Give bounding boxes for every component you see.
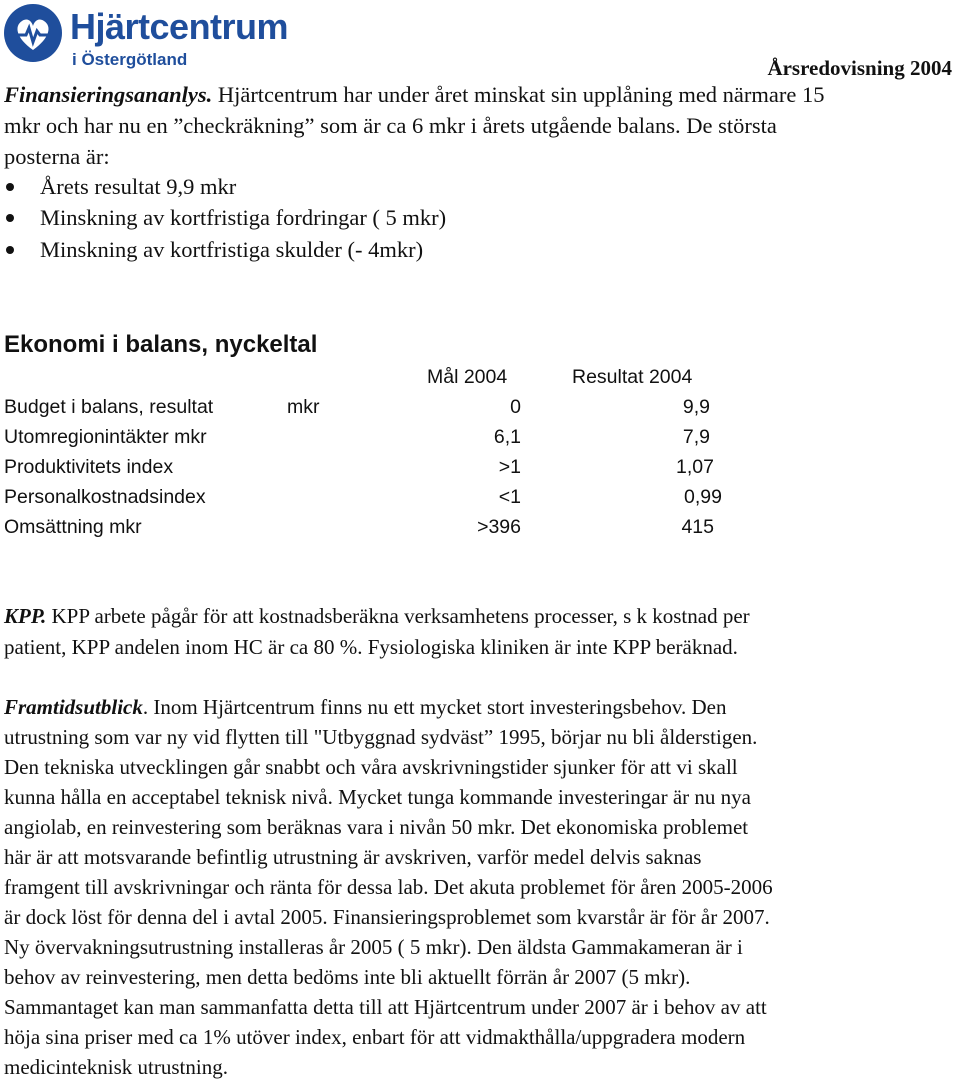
kpp-line-1: KPP arbete pågår för att kostnadsberäkna verksamhetens processer, s k kostnad per: [51, 604, 750, 628]
outlook-line-9: Ny övervakningsutrustning installeras år 2005 ( 5 mkr). Den äldsta Gammakameran är i: [4, 935, 743, 959]
outlook-line-6: här är att motsvarande befintlig utrustning är avskriven, varför medel delvis saknas: [4, 845, 702, 869]
outlook-paragraph-line-1: Framtidsutblick. Inom Hjärtcentrum finns nu ett mycket stort investeringsbehov. Den: [4, 695, 727, 719]
financing-line-3: posterna är:: [4, 144, 110, 169]
outlook-line-5: angiolab, en reinvestering som beräknas vara i nivån 50 mkr. Det ekonomiska problemet: [4, 815, 749, 839]
logo-name: Hjärtcentrum: [70, 6, 289, 47]
bullet-icon: [6, 214, 14, 222]
row-target-personnel: <1: [498, 486, 521, 508]
outlook-heading: Framtidsutblick: [4, 695, 143, 719]
report-title: Årsredovisning 2004: [767, 56, 952, 80]
outlook-line-2: utrustning som var ny vid flytten till "Utbyggnad sydväst” 1995, börjar nu bli ålderstigen.: [4, 725, 758, 749]
financing-line-2: mkr och har nu en ”checkräkning” som är ca 6 mkr i årets utgående balans. De största: [4, 113, 777, 138]
row-label-budget: Budget i balans, resultat: [4, 396, 214, 418]
outlook-line-10: behov av reinvestering, men detta bedöms inte bli aktuellt förrän år 2007 (5 mkr).: [4, 965, 691, 989]
outlook-line-3: Den tekniska utvecklingen går snabbt och våra avskrivningstider sjunker för att vi skall: [4, 755, 738, 779]
row-unit-budget: mkr: [287, 396, 320, 418]
bullet-icon: [6, 183, 14, 191]
row-result-productivity: 1,07: [676, 456, 714, 478]
column-header-target: Mål 2004: [427, 366, 508, 388]
bullet-icon: [6, 246, 14, 254]
row-result-utomregion: 7,9: [682, 426, 710, 448]
bullet-text: Minskning av kortfristiga skulder (- 4mkr): [40, 237, 424, 262]
keyfigures-heading: Ekonomi i balans, nyckeltal: [4, 331, 318, 358]
outlook-line-13: medicinteknisk utrustning.: [4, 1055, 228, 1079]
outlook-line-7: framgent till avskrivningar och ränta för dessa lab. Det akuta problemet för åren 2005-2006: [4, 875, 773, 899]
row-result-personnel: 0,99: [684, 486, 722, 508]
kpp-paragraph-line-1: KPP. KPP arbete pågår för att kostnadsberäkna verksamhetens processer, s k kostnad per: [4, 604, 750, 628]
bullet-text: Minskning av kortfristiga fordringar ( 5 mkr): [40, 205, 447, 230]
row-target-turnover: >396: [477, 516, 521, 538]
bullet-text: Årets resultat 9,9 mkr: [40, 174, 237, 199]
financing-heading: Finansieringsananlys: [4, 82, 207, 107]
kpp-heading: KPP: [4, 604, 41, 628]
row-label-utomregion: Utomregionintäkter mkr: [4, 426, 207, 448]
outlook-line-11: Sammantaget kan man sammanfatta detta till att Hjärtcentrum under 2007 är i behov av att: [4, 995, 767, 1019]
row-label-turnover: Omsättning mkr: [4, 516, 142, 538]
kpp-line-2: patient, KPP andelen inom HC är ca 80 %. Fysiologiska kliniken är inte KPP beräknad.: [4, 635, 738, 659]
column-header-result: Resultat 2004: [572, 366, 693, 388]
keyfigures-table: [0, 360, 960, 560]
heart-logo-icon: [2, 2, 64, 64]
financing-line-1: Hjärtcentrum har under året minskat sin upplåning med närmare 15: [217, 82, 825, 107]
row-label-productivity: Produktivitets index: [4, 456, 174, 478]
row-target-budget: 0: [510, 396, 521, 418]
outlook-line-12: höja sina priser med ca 1% utöver index, enbart för att vidmakthålla/uppgradera modern: [4, 1025, 746, 1049]
financing-paragraph-line-1: Finansieringsananlys. Hjärtcentrum har under året minskat sin upplåning med närmare 15: [4, 82, 825, 107]
row-target-utomregion: 6,1: [493, 426, 521, 448]
row-target-productivity: >1: [498, 456, 521, 478]
logo-subtitle: i Östergötland: [72, 50, 188, 69]
outlook-line-4: kunna hålla en acceptabel teknisk nivå. Mycket tunga kommande investeringar är nu nya: [4, 785, 751, 809]
outlook-line-8: är dock löst för denna del i avtal 2005. Finansieringsproblemet som kvarstår är för år 2007.: [4, 905, 770, 929]
row-label-personnel: Personalkostnadsindex: [4, 486, 206, 508]
row-result-turnover: 415: [681, 516, 714, 538]
outlook-line-1: Inom Hjärtcentrum finns nu ett mycket stort investeringsbehov. Den: [153, 695, 727, 719]
hjartcentrum-logo: [2, 2, 302, 74]
row-result-budget: 9,9: [682, 396, 710, 418]
